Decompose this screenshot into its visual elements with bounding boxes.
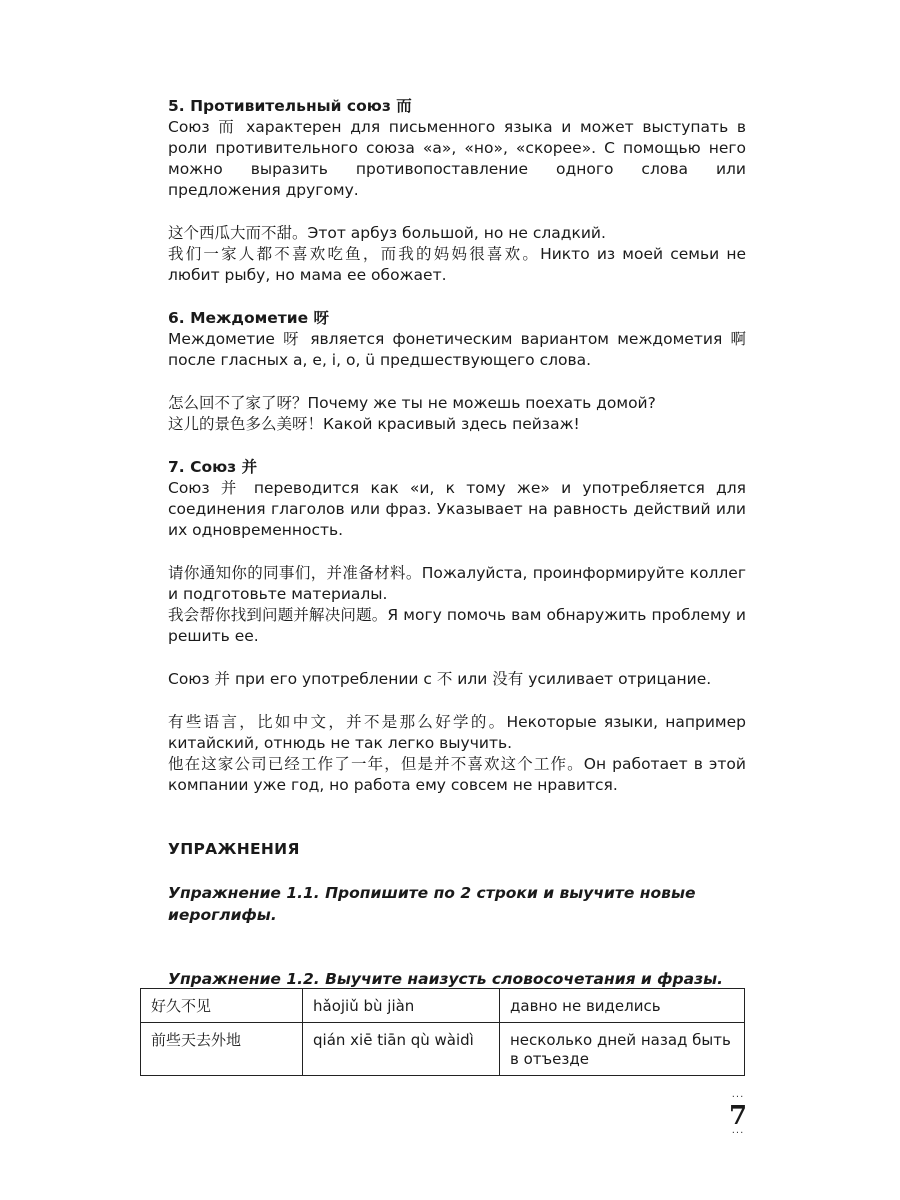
section-5-text: Союз 而 характерен для письменного языка и может выступать в роли противительного союза «а», «но», «скорее». С помощью него можно выразить противопоставление одного слова или предложения другому. (168, 118, 746, 199)
exercise-1-1: Упражнение 1.1. Пропишите по 2 строки и выучите новые иероглифы. (168, 884, 696, 924)
vocab-pinyin: qián xiē tiān qù wàidì (303, 1023, 500, 1076)
section-5-example-2: 我们一家人都不喜欢吃鱼，而我的妈妈很喜欢。Никто из моей семьи не любит рыбу, но мама ее обожает. (168, 245, 746, 284)
page-number-block (728, 1094, 748, 1138)
section-7-example-3: 有些语言，比如中文，并不是那么好学的。Некоторые языки, например китайский, отнюдь не так легко выучить. (168, 713, 746, 752)
section-6-example-1: 怎么回不了家了呀？Почему же ты не можешь поехать домой? (168, 394, 656, 412)
page-dots-bottom: ··· (731, 1128, 745, 1139)
section-6-example-2: 这儿的景色多么美呀！Какой красивый здесь пейзаж! (168, 415, 580, 433)
exercise-1-2: Упражнение 1.2. Выучите наизусть словосочетания и фразы. (168, 970, 724, 988)
section-6-heading: 6. Междометие 呀 (168, 309, 330, 327)
section-7-heading: 7. Союз 并 (168, 458, 258, 476)
section-6-text: Междометие 呀 является фонетическим вариантом междометия 啊 после гласных a, e, i, o, ü предшествующего слова. (168, 330, 746, 369)
table-row (141, 989, 745, 1023)
section-7-text: Союз 并 переводится как «и, к тому же» и употребляется для соединения глаголов или фраз. Указывает на равность действий или их одновременность. (168, 479, 746, 539)
section-7-example-1: 请你通知你的同事们，并准备材料。Пожалуйста, проинформируйте коллег и подготовьте материалы. (168, 564, 746, 603)
vocab-pinyin: hǎojiǔ bù jiàn (303, 989, 500, 1023)
vocab-translation: давно не виделись (500, 989, 745, 1023)
section-7-example-2: 我会帮你找到问题并解决问题。Я могу помочь вам обнаружить проблему и решить ее. (168, 606, 746, 645)
section-7-example-4: 他在这家公司已经工作了一年，但是并不喜欢这个工作。Он работает в этой компании уже год, но работа ему совсем не нравится. (168, 755, 746, 794)
vocab-translation: несколько дней назад быть в отъезде (500, 1023, 745, 1076)
table-row (141, 1023, 745, 1076)
vocab-hanzi: 前些天去外地 (141, 1023, 303, 1076)
page-dots-top: ··· (731, 1092, 745, 1103)
section-5-example-1: 这个西瓜大而不甜。Этот арбуз большой, но не сладкий. (168, 224, 606, 242)
page-number: 7 (728, 1101, 748, 1131)
section-5-heading: 5. Противительный союз 而 (168, 97, 412, 115)
exercises-title: УПРАЖНЕНИЯ (168, 840, 300, 858)
vocab-hanzi: 好久不见 (141, 989, 303, 1023)
page-content (168, 96, 746, 990)
section-7-note: Союз 并 при его употреблении с 不 или 没有 усиливает отрицание. (168, 670, 712, 688)
vocab-table (140, 988, 745, 1076)
